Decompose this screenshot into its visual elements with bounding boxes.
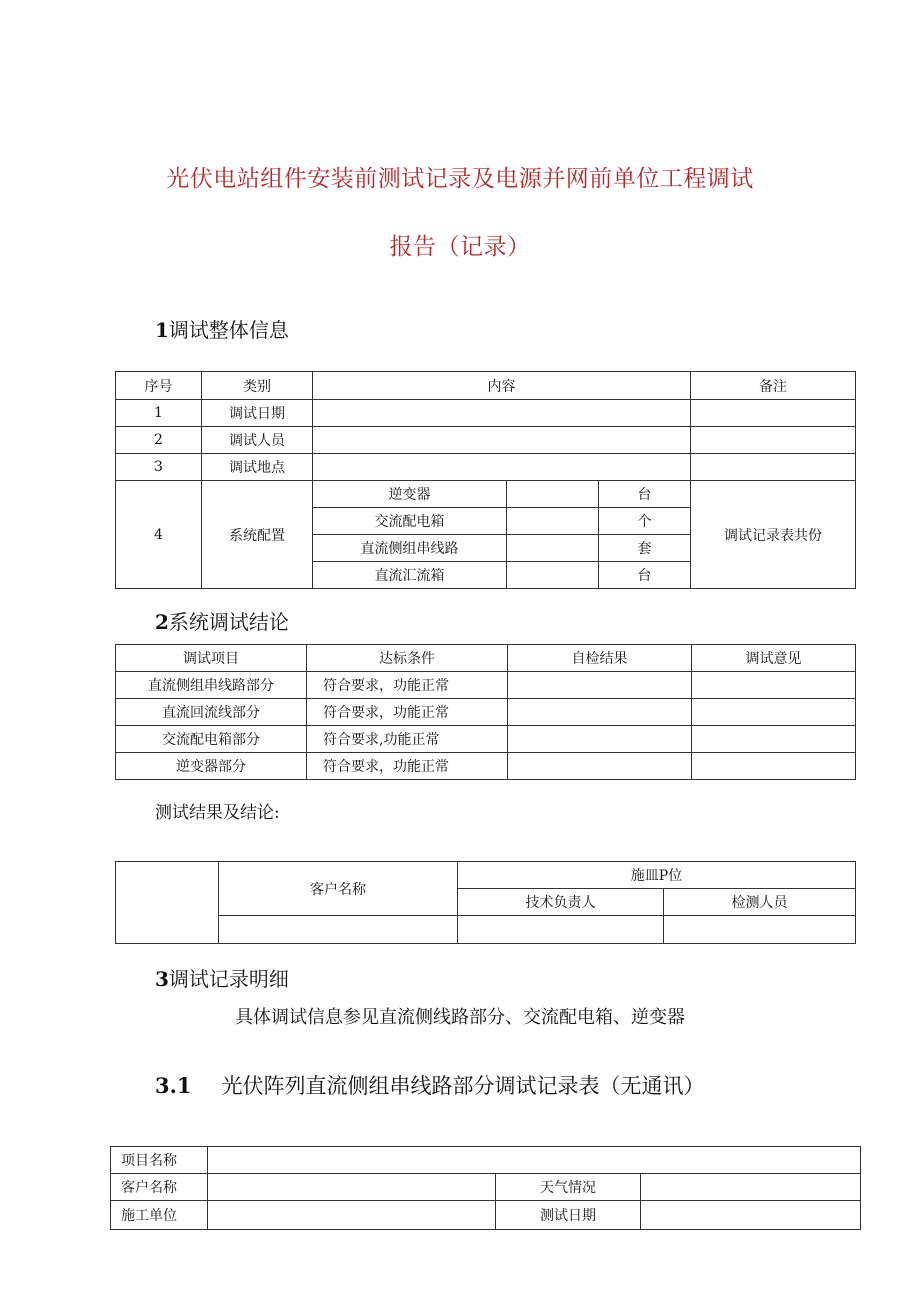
conclusion-item: 交流配电箱部分 [116,726,307,753]
table-row [116,481,856,508]
config-item-qty [507,562,599,589]
table-row [116,916,856,944]
table-row [116,454,856,481]
config-item-name: 交流配电箱 [313,508,507,535]
table-row [116,753,856,780]
section2-number: 2 [155,610,169,634]
section3-description: 具体调试信息参见直流侧线路部分、交流配电箱、逆变器 [235,1007,685,1028]
row-content-cell [313,454,691,481]
table-header-row [116,372,856,400]
conclusion-item: 直流侧组串线路部分 [116,672,307,699]
config-no: 4 [116,481,202,589]
detail-weather-value [641,1174,861,1201]
detail-client-name-value [208,1174,496,1201]
header-self-check: 自检结果 [508,645,692,672]
row-category: 调试地点 [202,454,313,481]
detail-project-name-value [208,1147,861,1174]
detail-weather-label: 天气情况 [496,1174,641,1201]
config-item-qty [507,535,599,562]
row-category: 调试人员 [202,427,313,454]
conclusion-item: 直流回流线部分 [116,699,307,726]
table-row [116,427,856,454]
conclusion-self-check-cell [508,672,692,699]
table-row [111,1201,861,1230]
signature-construction-unit: 施皿P位 [458,862,856,889]
config-item-qty [507,508,599,535]
conclusion-opinion-cell [692,699,856,726]
conclusion-condition: 符合要求，功能正常 [307,753,508,780]
section2-heading [155,606,289,635]
signature-table [115,861,856,944]
detail-construction-unit-value [208,1201,496,1230]
detail-test-date-value [641,1201,861,1230]
header-opinion: 调试意见 [692,645,856,672]
section31-label: 光伏阵列直流侧组串线路部分调试记录表（无通讯） [221,1074,705,1098]
conclusion-self-check-cell [508,753,692,780]
conclusion-condition: 符合要求,功能正常 [307,726,508,753]
row-content-cell [313,427,691,454]
table-row [116,699,856,726]
signature-client-label: 客户名称 [219,862,458,916]
table-row [111,1174,861,1201]
section3-label: 调试记录明细 [168,967,289,991]
table-row [116,862,856,889]
header-condition: 达标条件 [307,645,508,672]
config-item-unit: 套 [599,535,691,562]
config-item-name: 直流汇流箱 [313,562,507,589]
section31-heading [155,1070,705,1100]
conclusion-opinion-cell [692,726,856,753]
signature-client-value [219,916,458,944]
config-item-unit: 个 [599,508,691,535]
table-row [116,726,856,753]
header-no: 序号 [116,372,202,400]
table-row [116,672,856,699]
detail-test-date-label: 测试日期 [496,1201,641,1230]
config-item-qty [507,481,599,508]
row-category: 调试日期 [202,400,313,427]
section3-heading [155,963,289,992]
document-title-line1: 光伏电站组件安装前测试记录及电源并网前单位工程调试 [166,166,754,192]
overall-info-table [115,371,856,589]
document-title-line2: 报告（记录） [389,234,531,260]
header-category: 类别 [202,372,313,400]
config-remark: 调试记录表共份 [691,481,856,589]
conclusion-self-check-cell [508,726,692,753]
config-item-name: 逆变器 [313,481,507,508]
signature-blank-cell [116,862,219,944]
section1-label: 调试整体信息 [168,318,289,342]
header-item: 调试项目 [116,645,307,672]
signature-inspector: 检测人员 [664,889,856,916]
section2-label: 系统调试结论 [168,610,289,634]
conclusion-condition: 符合要求，功能正常 [307,699,508,726]
config-item-unit: 台 [599,562,691,589]
signature-tech-lead: 技术负责人 [458,889,664,916]
conclusion-self-check-cell [508,699,692,726]
detail-client-name-label: 客户名称 [111,1174,208,1201]
row-no: 1 [116,400,202,427]
signature-inspector-value [664,916,856,944]
conclusion-table [115,644,856,780]
table-header-row [116,645,856,672]
detail-construction-unit-label: 施工单位 [111,1201,208,1230]
row-content-cell [313,400,691,427]
section31-number: 3.1 [155,1073,192,1098]
detail-record-table [110,1146,861,1230]
conclusion-condition: 符合要求，功能正常 [307,672,508,699]
row-remark-cell [691,454,856,481]
conclusion-opinion-cell [692,753,856,780]
table-row [116,400,856,427]
result-label: 测试结果及结论: [155,803,280,823]
header-content: 内容 [313,372,691,400]
section1-heading [155,314,289,343]
conclusion-item: 逆变器部分 [116,753,307,780]
row-remark-cell [691,400,856,427]
row-no: 3 [116,454,202,481]
row-remark-cell [691,427,856,454]
table-row [111,1147,861,1174]
signature-tech-lead-value [458,916,664,944]
header-remark: 备注 [691,372,856,400]
row-no: 2 [116,427,202,454]
config-item-unit: 台 [599,481,691,508]
detail-project-name-label: 项目名称 [111,1147,208,1174]
config-item-name: 直流侧组串线路 [313,535,507,562]
section1-number: 1 [155,318,169,342]
conclusion-opinion-cell [692,672,856,699]
section3-number: 3 [155,967,169,991]
config-category: 系统配置 [202,481,313,589]
